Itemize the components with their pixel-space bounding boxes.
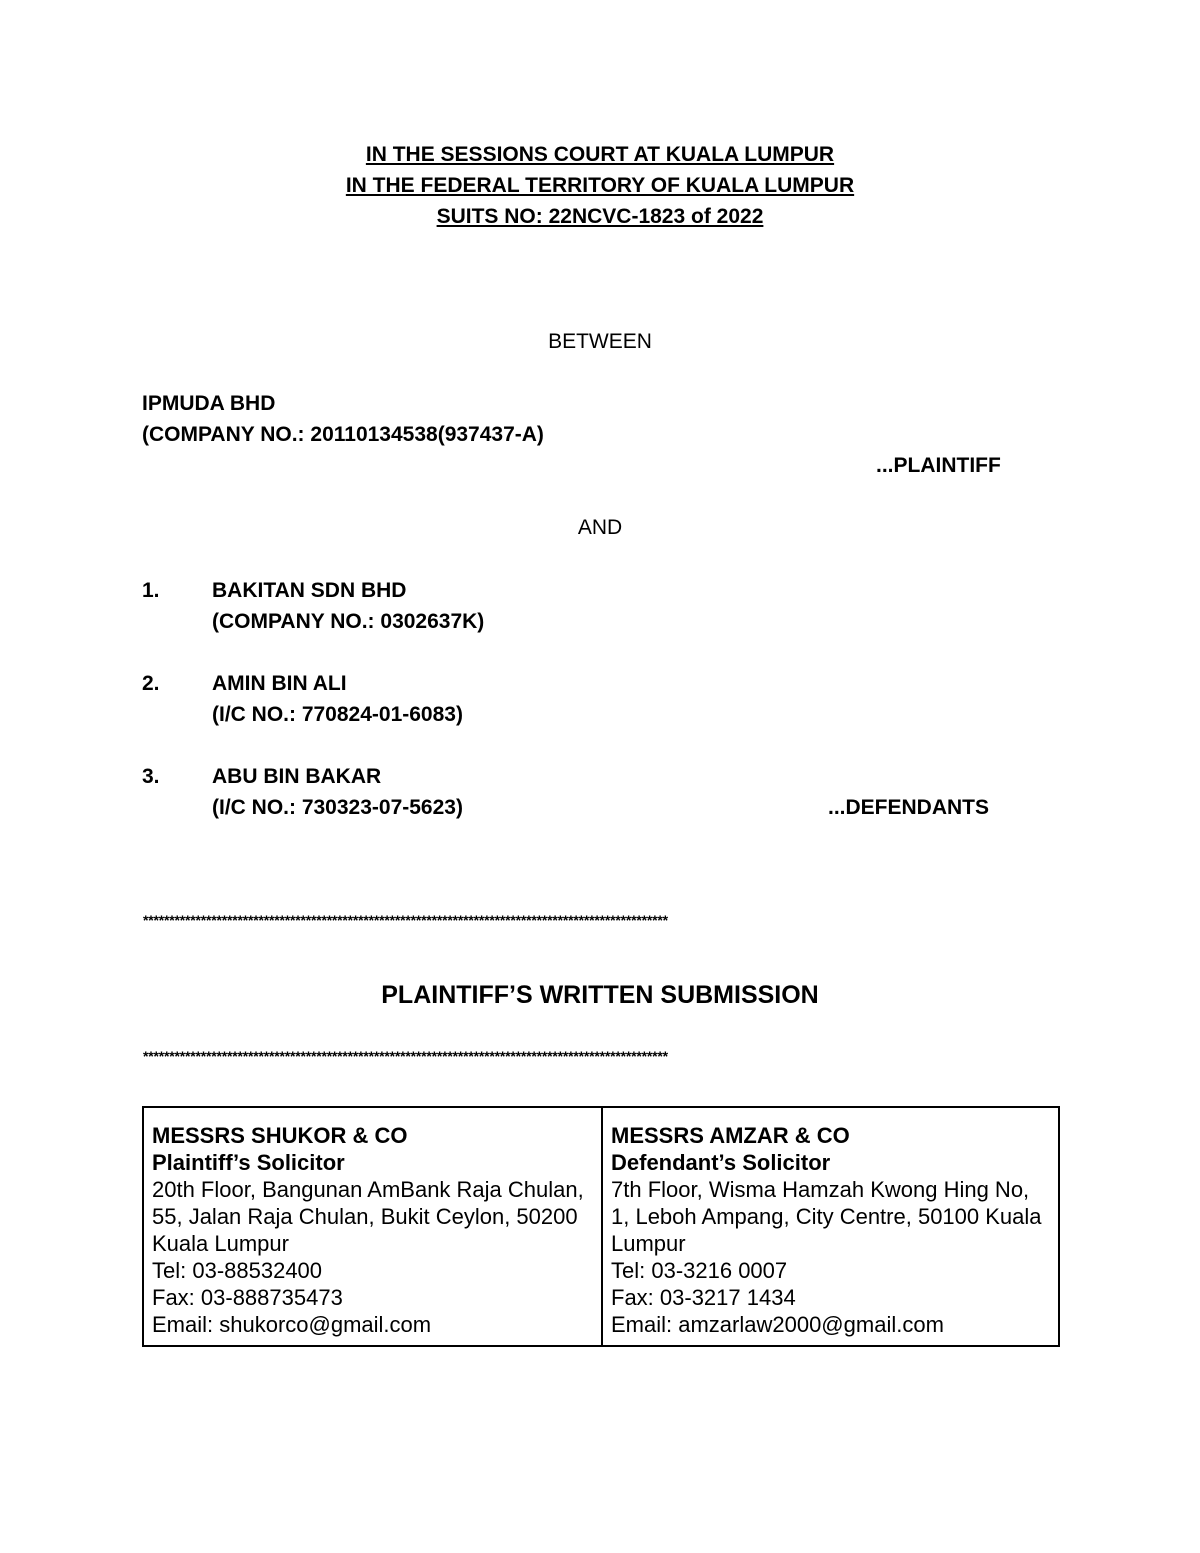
plaintiff-company-no: (COMPANY NO.: 20110134538(937437-A) xyxy=(142,423,544,446)
defendant-1-number: 1. xyxy=(142,579,160,602)
plaintiff-solicitor-firm: MESSRS SHUKOR & CO xyxy=(152,1123,408,1148)
suit-number: SUITS NO: 22NCVC-1823 of 2022 xyxy=(436,205,764,228)
plaintiff-role: ...PLAINTIFF xyxy=(876,454,1001,477)
court-heading-line-2: IN THE FEDERAL TERRITORY OF KUALA LUMPUR xyxy=(345,174,855,197)
plaintiff-solicitor-tel: Tel: 03-88532400 xyxy=(152,1258,323,1283)
defendant-solicitor-role: Defendant’s Solicitor xyxy=(611,1150,831,1175)
defendant-3-id: (I/C NO.: 730323-07-5623) xyxy=(212,796,463,819)
plaintiff-solicitor-fax: Fax: 03-888735473 xyxy=(152,1285,343,1310)
solicitors-table xyxy=(142,1106,1060,1347)
defendants-role: ...DEFENDANTS xyxy=(828,796,990,819)
court-heading-line-1: IN THE SESSIONS COURT AT KUALA LUMPUR xyxy=(365,143,835,166)
defendant-solicitor-firm: MESSRS AMZAR & CO xyxy=(611,1123,850,1148)
defendant-1-name: BAKITAN SDN BHD xyxy=(212,579,407,602)
and-label: AND xyxy=(577,516,623,539)
defendant-2-id: (I/C NO.: 770824-01-6083) xyxy=(212,703,463,726)
defendant-2-number: 2. xyxy=(142,672,160,695)
plaintiff-solicitor-address: 20th Floor, Bangunan AmBank Raja Chulan, 55, Jalan Raja Chulan, Bukit Ceylon, 50200 Kuala Lumpur xyxy=(152,1177,584,1256)
between-label: BETWEEN xyxy=(548,330,652,353)
defendant-solicitor-address: 7th Floor, Wisma Hamzah Kwong Hing No, 1, Leboh Ampang, City Centre, 50100 Kuala Lumpur xyxy=(611,1177,1042,1256)
defendant-solicitor-tel: Tel: 03-3216 0007 xyxy=(611,1258,788,1283)
defendant-3-number: 3. xyxy=(142,765,160,788)
separator-top: **************************************************************************************************** xyxy=(143,913,668,927)
plaintiff-name: IPMUDA BHD xyxy=(142,392,276,415)
defendant-solicitor-email: Email: amzarlaw2000@gmail.com xyxy=(611,1312,944,1337)
defendant-1-id: (COMPANY NO.: 0302637K) xyxy=(212,610,485,633)
defendant-solicitor-fax: Fax: 03-3217 1434 xyxy=(611,1285,796,1310)
defendant-2-name: AMIN BIN ALI xyxy=(212,672,347,695)
separator-bottom: **************************************************************************************************** xyxy=(143,1049,668,1063)
plaintiff-solicitor-role: Plaintiff’s Solicitor xyxy=(152,1150,345,1175)
defendant-3-name: ABU BIN BAKAR xyxy=(212,765,382,788)
plaintiff-solicitor-cell xyxy=(143,1107,602,1346)
defendant-solicitor-cell xyxy=(602,1107,1059,1346)
document-title: PLAINTIFF’S WRITTEN SUBMISSION xyxy=(381,981,819,1009)
plaintiff-solicitor-email: Email: shukorco@gmail.com xyxy=(152,1312,432,1337)
